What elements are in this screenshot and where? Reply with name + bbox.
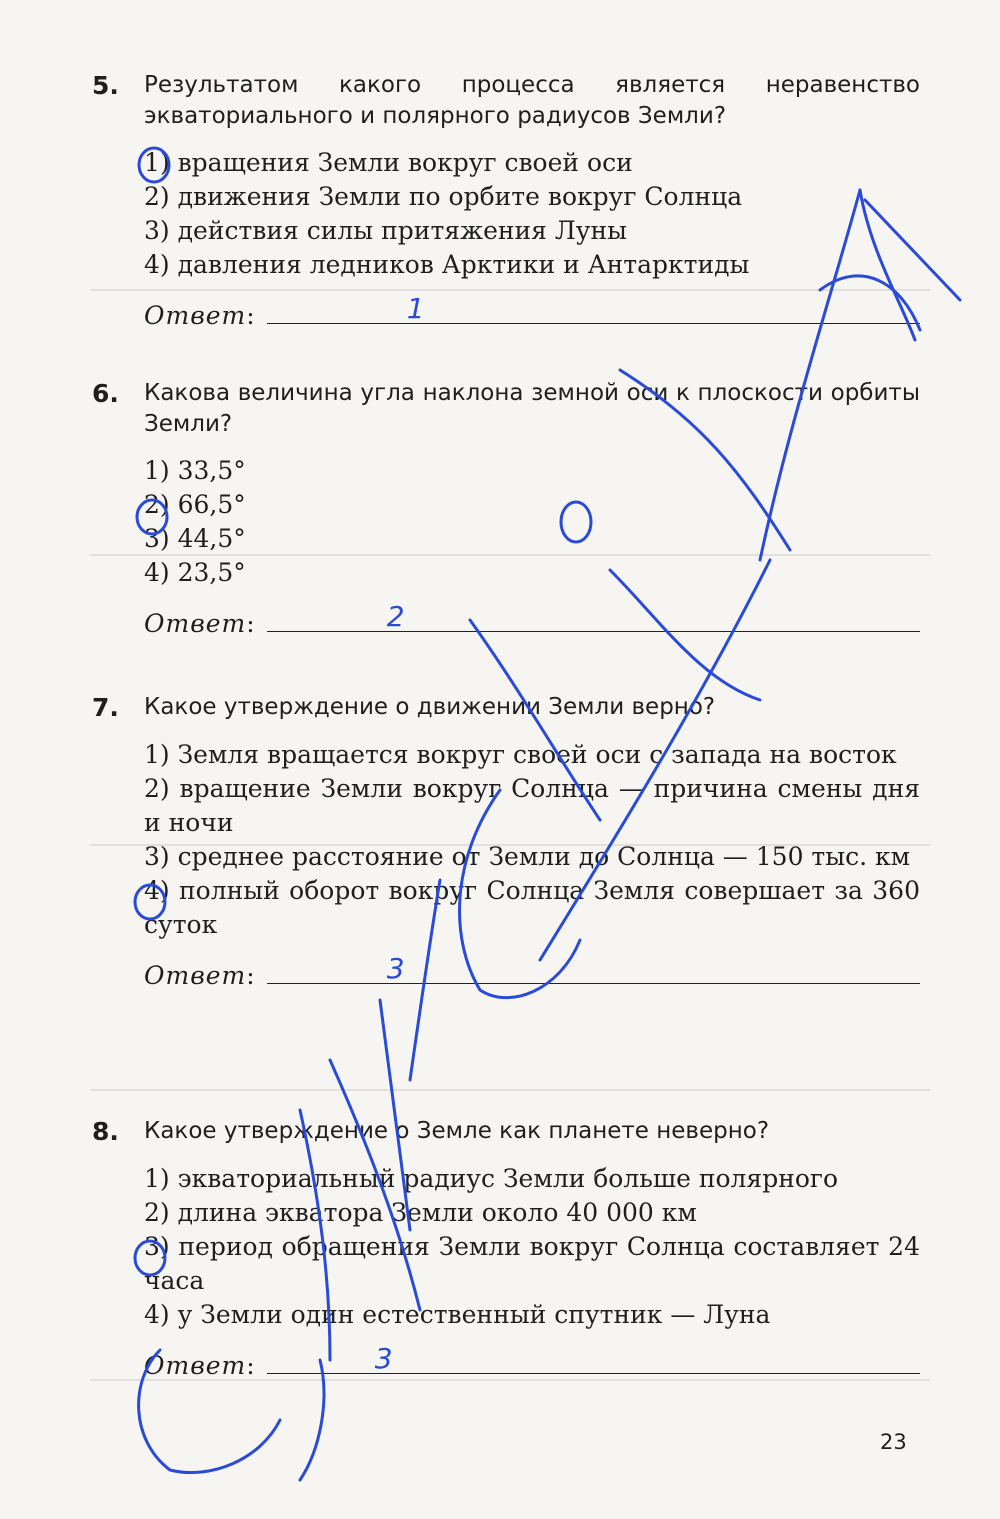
option-1[interactable]: 1) 33,5° (144, 456, 246, 485)
answer-label: Ответ (144, 961, 247, 990)
question-number: 7. (92, 693, 119, 722)
option-3[interactable]: 3) среднее расстояние от Земли до Солнца — 150 тыс. км (144, 842, 911, 871)
answer-field[interactable] (267, 600, 920, 633)
handwritten-answer: 3 (374, 1342, 393, 1375)
question-text: Какое утверждение о движении Земли верно? (144, 694, 716, 720)
option-1[interactable]: 1) вращения Земли вокруг своей оси (144, 148, 633, 177)
question-number: 8. (92, 1117, 119, 1146)
options-list (144, 738, 920, 942)
option-4[interactable]: 4) у Земли один естественный спутник — Луна (144, 1300, 771, 1329)
option-4[interactable]: 4) давления ледников Арктики и Антарктиды (144, 250, 750, 279)
answer-row: Ответ : 2 (144, 604, 920, 638)
answer-label: Ответ (144, 609, 247, 638)
answer-row: Ответ : 1 (144, 296, 920, 330)
option-2[interactable]: 2) вращение Земли вокруг Солнца — причина смены дня и ночи (144, 774, 920, 837)
question-8 (92, 1116, 920, 1380)
answer-field[interactable] (267, 292, 920, 325)
question-7 (92, 692, 920, 990)
option-1[interactable]: 1) экваториальный радиус Земли больше полярного (144, 1164, 839, 1193)
answer-field[interactable] (267, 952, 920, 985)
option-3[interactable]: 3) действия силы притяжения Луны (144, 216, 628, 245)
answer-row: Ответ : 3 (144, 1346, 920, 1380)
option-2[interactable]: 2) 66,5° (144, 490, 246, 519)
option-4[interactable]: 4) полный оборот вокруг Солнца Земля совершает за 360 суток (144, 876, 920, 939)
handwritten-answer: 1 (406, 292, 425, 325)
question-text: Какое утверждение о Земле как планете неверно? (144, 1118, 770, 1144)
question-text: Результатом какого процесса является неравенство экваториального и полярного радиусов Земли? (144, 72, 920, 129)
option-3[interactable]: 3) 44,5° (144, 524, 246, 553)
options-list (144, 454, 920, 590)
option-4[interactable]: 4) 23,5° (144, 558, 246, 587)
option-2[interactable]: 2) длина экватора Земли около 40 000 км (144, 1198, 697, 1227)
question-number: 5. (92, 71, 119, 100)
option-2[interactable]: 2) движения Земли по орбите вокруг Солнца (144, 182, 743, 211)
question-text: Какова величина угла наклона земной оси к плоскости орбиты Земли? (144, 380, 920, 437)
options-list (144, 146, 920, 282)
question-number: 6. (92, 379, 119, 408)
option-1[interactable]: 1) Земля вращается вокруг своей оси с запада на восток (144, 740, 897, 769)
question-6 (92, 378, 920, 638)
options-list (144, 1162, 920, 1332)
answer-field[interactable] (267, 1342, 920, 1375)
page-number: 23 (880, 1430, 907, 1454)
handwritten-answer: 2 (386, 600, 405, 633)
question-5 (92, 70, 920, 330)
answer-label: Ответ (144, 301, 247, 330)
handwritten-answer: 3 (386, 952, 405, 985)
answer-row: Ответ : 3 (144, 956, 920, 990)
answer-label: Ответ (144, 1351, 247, 1380)
option-3[interactable]: 3) период обращения Земли вокруг Солнца составляет 24 часа (144, 1232, 920, 1295)
